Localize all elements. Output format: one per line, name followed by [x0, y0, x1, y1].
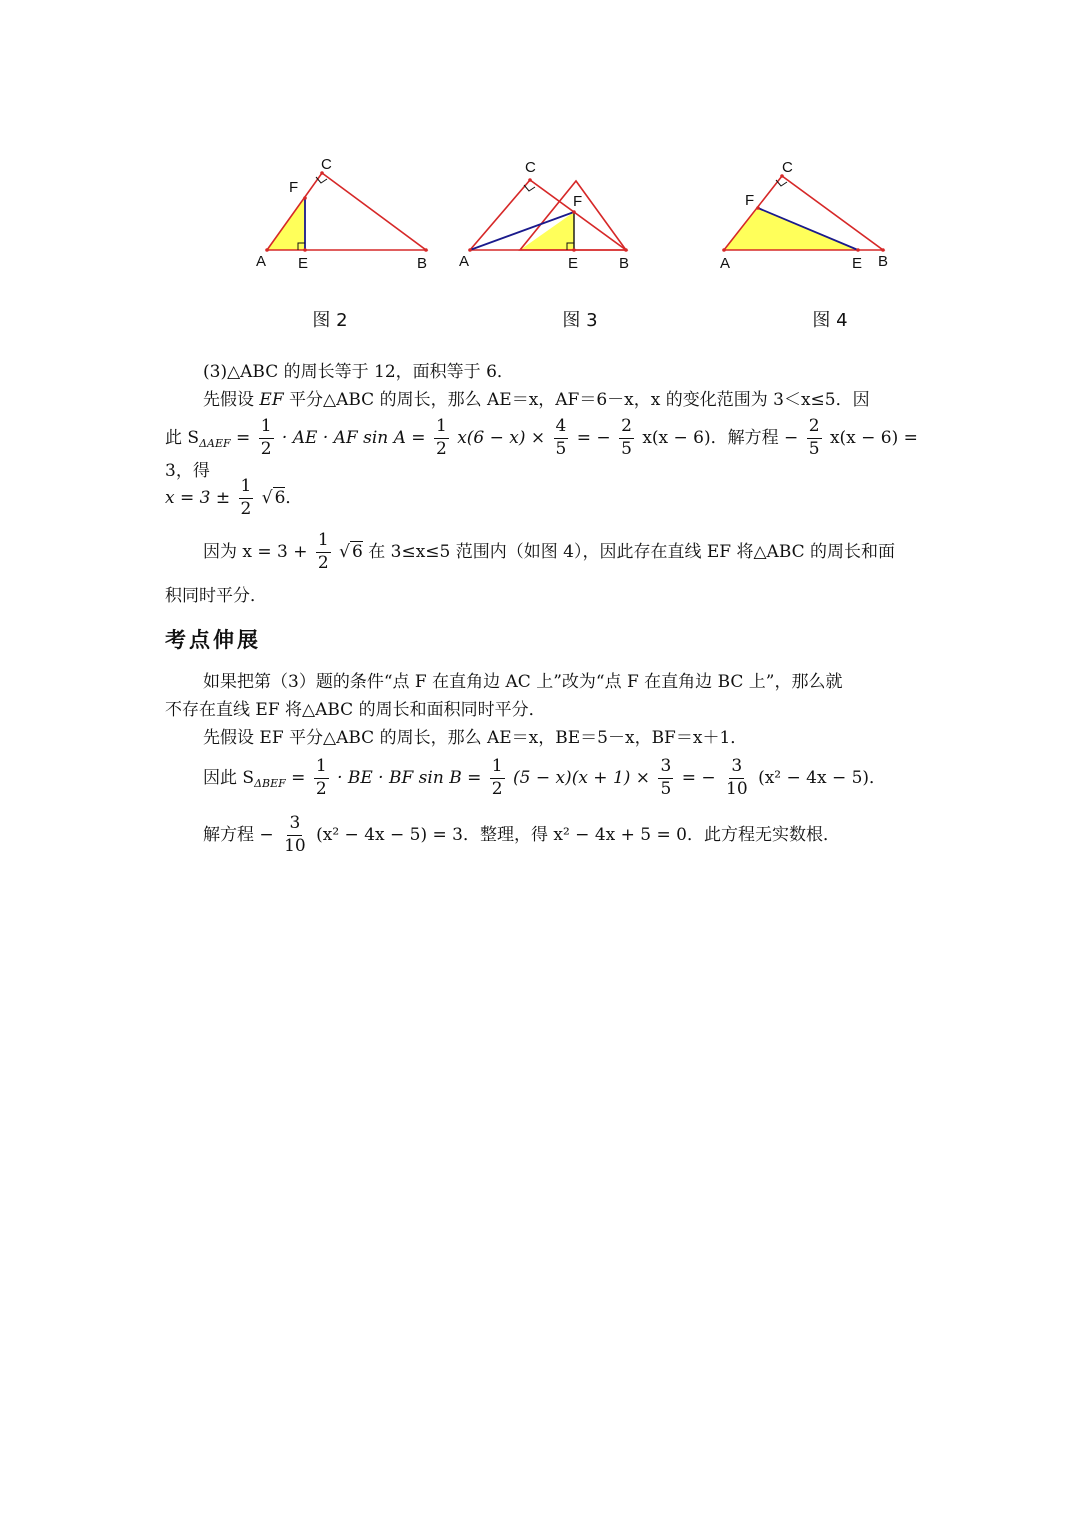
fig4-label-b: B	[878, 253, 889, 270]
fraction: $\frac{2}{5}$	[621, 416, 632, 459]
fig3-label-e: E	[568, 255, 579, 272]
sqrt-symbol: √	[261, 487, 273, 508]
fraction: $\frac{3}{10}$	[726, 756, 748, 799]
fig3-label-b: B	[619, 255, 630, 272]
fraction: $\frac{4}{5}$	[555, 416, 567, 459]
part3-line6: 积同时平分．	[165, 586, 267, 606]
fraction: $\frac{1}{2}$	[260, 416, 272, 459]
fig4-label-c: C	[782, 159, 793, 176]
fig3-label-f: F	[573, 193, 583, 210]
figure-4-diagram	[700, 150, 960, 300]
fraction: $\frac{1}{2}$	[315, 756, 327, 799]
part3-line4: x = 3 ± $\frac{1}{2}$ √ 6．	[165, 476, 303, 519]
section-heading: 考点伸展	[165, 628, 261, 652]
fig4-label-e: E	[852, 255, 863, 272]
figure-4	[700, 150, 960, 340]
figure-3-diagram	[450, 150, 710, 300]
fig3-label-a: A	[459, 253, 470, 270]
fraction: $\frac{3}{5}$	[660, 756, 672, 799]
fraction: $\frac{2}{5}$	[808, 416, 820, 459]
fraction: $\frac{1}{2}$	[435, 416, 447, 459]
figure-3	[450, 150, 710, 340]
part3-line3: 此 $S_{\Delta AEF}$ = $\frac{1}{2}$ · AE · AF sin A = $\frac{1}{2}$ x(6 − x) × $\frac{4}{5}$ = − $\frac{2}{5}$ x(x − 6)．解方程 − $\frac{2}{5}$ x(x − 6) = 3，得	[165, 416, 918, 481]
fraction: $\frac{1}{2}$	[491, 756, 503, 799]
fig2-label-a: A	[256, 253, 267, 270]
ext-line4: 因此 $S_{\Delta BEF}$ = $\frac{1}{2}$ · BE · BF sin B = $\frac{1}{2}$ (5 − x)(x + 1) × $\frac{3}{5}$ = − $\frac{3}{10}$ (x² − 4x − 5)．	[203, 756, 887, 799]
fig2-label-b: B	[417, 255, 428, 272]
figure-row	[150, 150, 950, 340]
figure-2-diagram	[200, 150, 460, 300]
fig2-label-f: F	[289, 179, 299, 196]
ext-line3: 先假设 EF 平分△ABC 的周长，那么 AE＝x，BE＝5－x，BF＝x＋1．	[203, 728, 748, 748]
ext-line5: 解方程 − $\frac{3}{10}$ (x² − 4x − 5) = 3．整理，得 x² − 4x + 5 = 0．此方程无实数根．	[203, 813, 840, 856]
part3-line1: (3)△ABC 的周长等于 12，面积等于 6．	[203, 362, 514, 382]
part3-line5: 因为 x = 3 + $\frac{1}{2}$ √ 6 在 3≤x≤5 范围内（如图 4），因此存在直线 EF 将△ABC 的周长和面	[203, 530, 896, 573]
fig2-label-e: E	[298, 255, 309, 272]
fig4-label-a: A	[720, 255, 731, 272]
part3-line2: 先假设 EF 平分△ABC 的周长，那么 AE＝x，AF＝6－x，x 的变化范围为 3＜x≤5．因	[203, 390, 870, 410]
figure-2-caption: 图 2	[312, 310, 348, 331]
figure-4-caption: 图 4	[812, 310, 848, 331]
ext-line2: 不存在直线 EF 将△ABC 的周长和面积同时平分．	[165, 700, 546, 720]
fraction: $\frac{3}{10}$	[284, 813, 306, 856]
figure-3-caption: 图 3	[562, 310, 598, 331]
sqrt-symbol: √	[339, 541, 350, 562]
fig3-label-c: C	[525, 159, 536, 176]
ext-line1: 如果把第（3）题的条件“点 F 在直角边 AC 上”改为“点 F 在直角边 BC 上”，那么就	[203, 672, 843, 692]
figure-2	[200, 150, 460, 340]
fig2-label-c: C	[321, 156, 332, 173]
fraction: $\frac{1}{2}$	[317, 530, 329, 573]
fig4-label-f: F	[745, 192, 755, 209]
fraction: $\frac{1}{2}$	[240, 476, 252, 519]
fig4-shaded-triangle	[724, 208, 858, 250]
